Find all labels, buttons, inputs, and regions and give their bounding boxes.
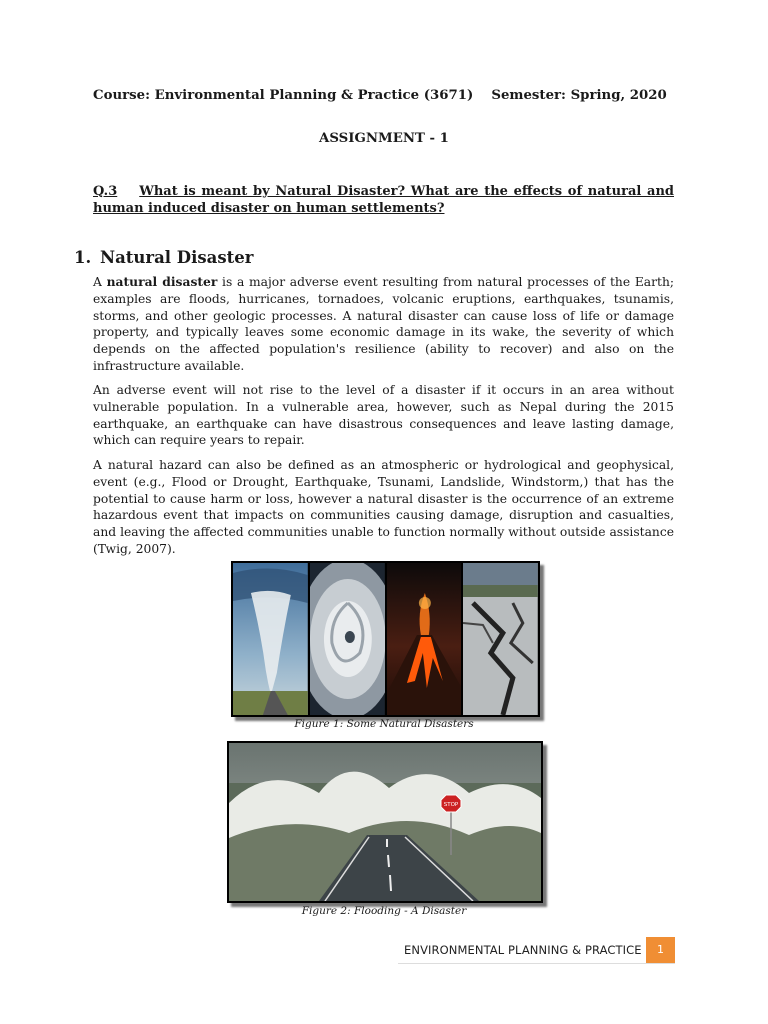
question-text: What is meant by Natural Disaster? What are the effects of natural and human induced disaster on human settlements? — [93, 184, 674, 216]
figure-2-image — [227, 741, 543, 903]
footer-divider — [398, 963, 675, 964]
paragraph-1 — [93, 274, 674, 375]
paragraph-1-body: is a major adverse event resulting from natural processes of the Earth; examples are floods, hurricanes, tornadoes, volcanic eruptions, earthquakes, tsunamis, storms, and other geologic processes. A natural disaster can cause loss of life or damage property, and typically leaves some economic damage in its wake, the severity of which depends on the affected population's resilience (ability to recover) and also on the infrastructure available. — [93, 275, 675, 373]
figure-1-image — [231, 561, 540, 717]
question-block — [93, 183, 674, 217]
paragraph-2: An adverse event will not rise to the level of a disaster if it occurs in an area without vulnerable population. In a vulnerable area, however, such as Nepal during the 2015 earthquake, an earthquake can have disastrous consequences and leave lasting damage, which can require years to repair. — [93, 383, 674, 448]
figure-1-caption: Figure 1: Some Natural Disasters — [294, 718, 474, 730]
page-number: 1 — [646, 937, 675, 963]
hurricane-panel — [310, 563, 387, 715]
section-title: Natural Disaster — [100, 248, 254, 267]
semester-label: Semester: Spring, 2020 — [491, 88, 667, 103]
assignment-title: ASSIGNMENT - 1 — [319, 131, 449, 146]
question-number: Q.3 — [93, 184, 118, 199]
paragraph-1-lead: A — [93, 275, 107, 289]
course-label: Course: Environmental Planning & Practice (3671) — [93, 88, 474, 103]
section-number: 1. — [74, 248, 92, 267]
volcano-panel — [387, 563, 464, 715]
paragraph-1-term: natural disaster — [106, 274, 218, 289]
figure-2-caption: Figure 2: Flooding - A Disaster — [301, 905, 467, 917]
document-header — [93, 88, 667, 103]
earthquake-panel — [463, 563, 538, 715]
tornado-panel — [233, 563, 310, 715]
stop-sign-text: STOP — [443, 802, 459, 808]
paragraph-3: A natural hazard can also be defined as an atmospheric or hydrological and geophysical, event (e.g., Flood or Drought, Earthquake, Tsunami, Landslide, Windstorm,) that has the potential to cause harm or loss, however a natural disaster is the occurrence of an extreme hazardous event that impacts on communities causing damage, disruption and casualties, and leaving the affected communities unable to function normally without outside assistance (Twig, 2007). — [93, 458, 674, 556]
section-heading — [74, 248, 253, 267]
footer-title: ENVIRONMENTAL PLANNING & PRACTICE — [404, 943, 642, 957]
